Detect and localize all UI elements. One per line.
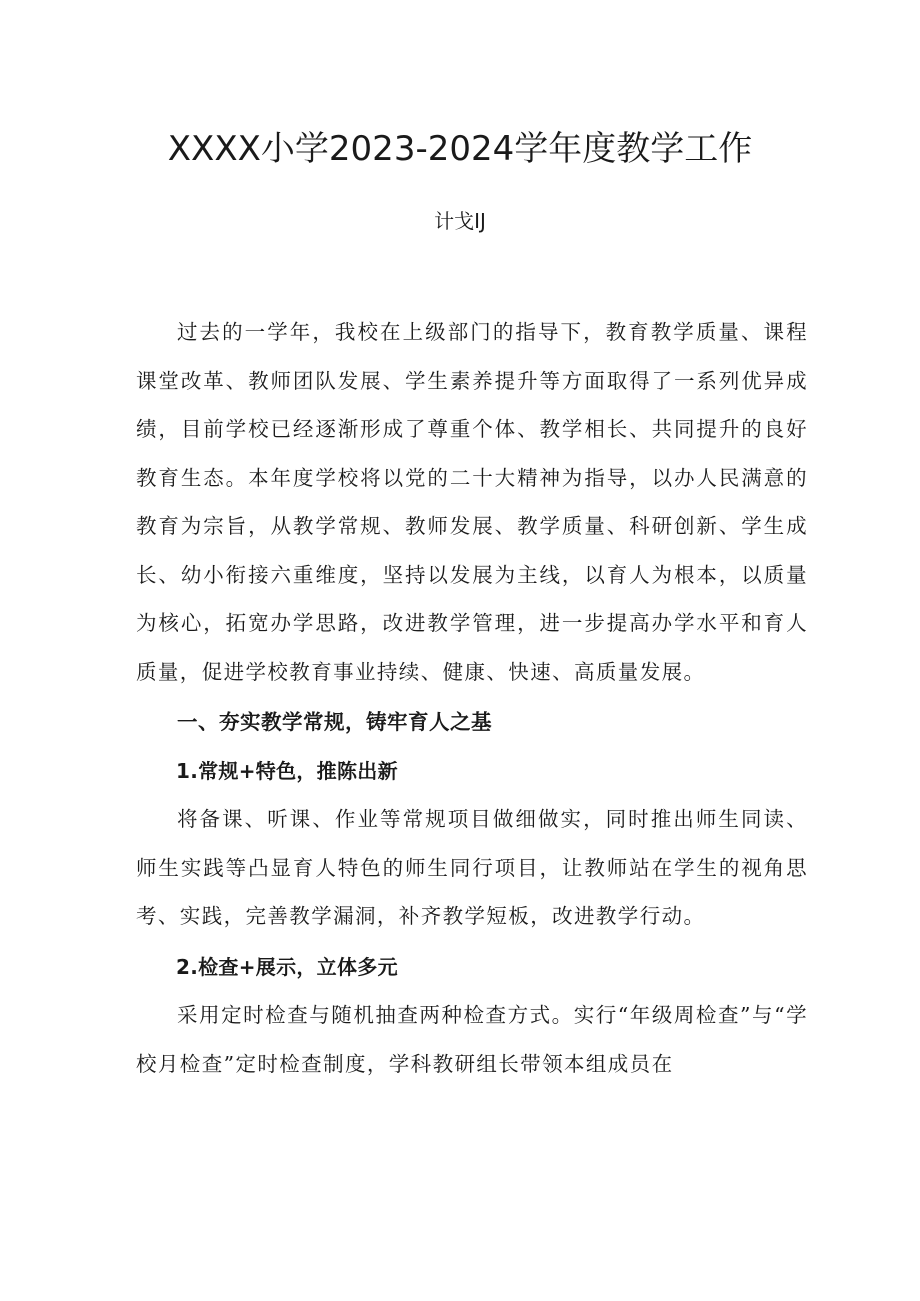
document-subtitle: 计戈IJ [434,209,486,233]
item-paragraph-1: 将备课、听课、作业等常规项目做细做实，同时推出师生同读、师生实践等凸显育人特色的师生同行项目，让教师站在学生的视角思考、实践，完善教学漏洞，补齐教学短板，改进教学行动。 [136,807,808,928]
document-body [136,308,808,1088]
section-heading-1: 一、夯实教学常规，铸牢育人之基 [177,710,492,734]
intro-paragraph: 过去的一学年，我校在上级部门的指导下，教育教学质量、课程课堂改革、教师团队发展、学生素养提升等方面取得了一系列优异成绩，目前学校已经逐渐形成了尊重个体、教学相长、共同提升的良好教育生态。本年度学校将以党的二十大精神为指导，以办人民满意的教育为宗旨，从教学常规、教师发展、教学质量、科研创新、学生成长、幼小衔接六重维度，坚持以发展为主线，以育人为根本，以质量为核心，拓宽办学思路，改进教学管理，进一步提高办学水平和育人质量，促进学校教育事业持续、健康、快速、高质量发展。 [136,320,808,684]
document-title: XXXX小学2023-2024学年度教学工作 [167,129,753,169]
item-heading-2: 2.检查+展示，立体多元 [176,954,398,979]
item-paragraph-2: 采用定时检查与随机抽查两种检查方式。实行“年级周检查”与“学校月检查”定时检查制度，学科教研组长带领本组成员在 [136,1003,808,1076]
item-heading-1: 1.常规+特色，推陈出新 [176,758,398,783]
